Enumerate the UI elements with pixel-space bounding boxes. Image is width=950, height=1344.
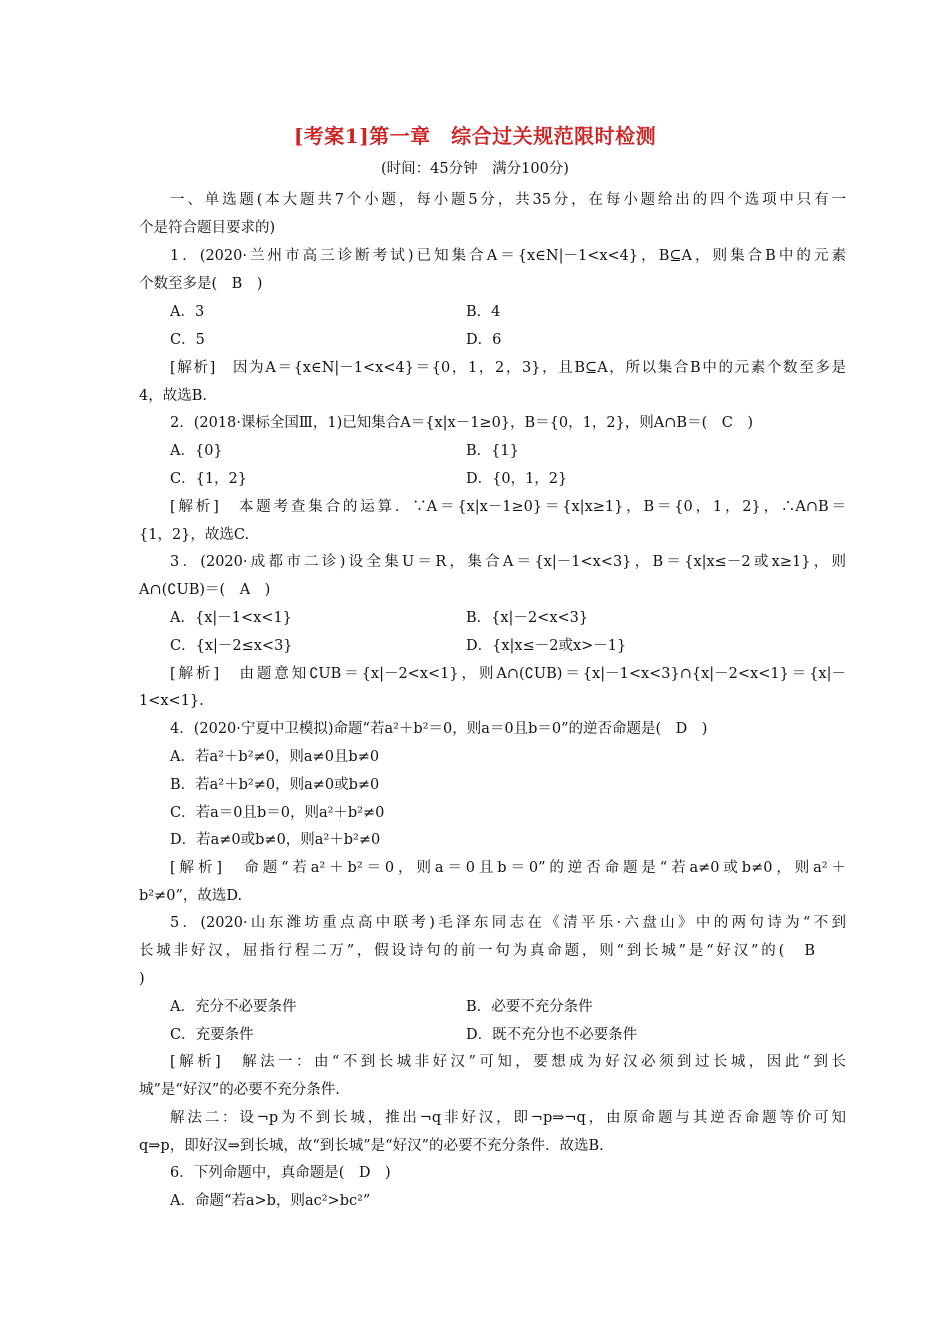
text-line: B．4 xyxy=(466,304,501,320)
text-line: 2．(2018·课标全国Ⅲ，1)已知集合A＝{x|x－1≥0}，B＝{0，1，2}，则A∩B＝( C ) xyxy=(170,415,753,431)
text-line: A．{0} xyxy=(170,443,223,459)
text-line: q⇒p，即好汉⇒到长城，故“到长城”是“好汉”的必要不充分条件．故选B. xyxy=(139,1138,604,1154)
text-line: 个数至多是( B ) xyxy=(139,276,263,292)
text-line: D．若a≠0或b≠0，则a²＋b²≠0 xyxy=(170,832,381,848)
text-line: [解析] 本题考查集合的运算．∵A＝{x|x－1≥0}＝{x|x≥1}，B＝{0，1，2}，∴A∩B＝ xyxy=(170,499,846,515)
text-line: C．若a＝0且b＝0，则a²＋b²≠0 xyxy=(170,805,385,821)
text-line: 1．(2020·兰州市高三诊断考试)已知集合A＝{x∈N|－1<x<4}，B⊆A，则集合B中的元素 xyxy=(170,248,846,264)
text-line: 6．下列命题中，真命题是( D ) xyxy=(170,1165,391,1181)
text-line: 1<x<1}. xyxy=(139,693,204,709)
text-line: [解析] 命题“若a²＋b²＝0，则a＝0且b＝0”的逆否命题是“若a≠0或b≠0，则a²＋ xyxy=(170,860,846,876)
text-line: A．{x|－1<x<1} xyxy=(170,610,292,626)
text-line: C．5 xyxy=(170,332,205,348)
page-title: [考案1]第一章 综合过关规范限时检测 xyxy=(293,124,657,148)
text-line: B．若a²＋b²≠0，则a≠0或b≠0 xyxy=(170,777,380,793)
text-line: D．{x|x≤－2或x>－1} xyxy=(466,638,627,654)
text-line: B．{x|－2<x<3} xyxy=(466,610,589,626)
text-line: [解析] 因为A＝{x∈N|－1<x<4}＝{0，1，2，3}，且B⊆A，所以集合B中的元素个数至多是 xyxy=(170,360,846,376)
text-line: 4．(2020·宁夏中卫模拟)命题“若a²＋b²＝0，则a＝0且b＝0”的逆否命题是( D ) xyxy=(170,721,708,737)
text-line: D．{0，1，2} xyxy=(466,471,568,487)
text-line: 5．(2020·山东潍坊重点高中联考)毛泽东同志在《清平乐·六盘山》中的两句诗为“不到 xyxy=(170,915,846,931)
text-line: C．充要条件 xyxy=(170,1027,254,1043)
text-line: C．{1，2} xyxy=(170,471,247,487)
text-line: [解析] 由题意知∁UB＝{x|－2<x<1}，则A∩(∁UB)＝{x|－1<x<3}∩{x|－2<x<1}＝{x|－ xyxy=(170,666,846,682)
text-line: 4，故选B. xyxy=(139,388,207,404)
text-line: ) xyxy=(139,971,145,987)
text-line: b²≠0”，故选D. xyxy=(139,888,243,904)
page-subtitle: (时间：45分钟 满分100分) xyxy=(381,161,569,177)
text-line: 长城非好汉，屈指行程二万”，假设诗句的前一句为真命题，则“到长城”是“好汉”的( B xyxy=(139,943,815,959)
text-line: B．{1} xyxy=(466,443,519,459)
text-line: A．3 xyxy=(170,304,205,320)
text-line: 一、单选题(本大题共7个小题，每小题5分，共35分，在每小题给出的四个选项中只有一 xyxy=(170,192,846,208)
text-line: A．充分不必要条件 xyxy=(170,999,297,1015)
text-line: 城”是“好汉”的必要不充分条件. xyxy=(139,1082,340,1098)
text-line: 3．(2020·成都市二诊)设全集U＝R，集合A＝{x|－1<x<3}，B＝{x|x≤－2或x≥1}，则 xyxy=(170,554,846,570)
text-line: A．命题“若a>b，则ac²>bc²” xyxy=(170,1193,371,1209)
text-line: B．必要不充分条件 xyxy=(466,999,593,1015)
text-line: D．6 xyxy=(466,332,502,348)
text-line: [解析] 解法一：由“不到长城非好汉”可知，要想成为好汉必须到过长城，因此“到长 xyxy=(170,1054,846,1070)
text-line: {1，2}，故选C. xyxy=(139,527,250,543)
text-line: A∩(∁UB)＝( A ) xyxy=(139,582,271,598)
text-line: D．既不充分也不必要条件 xyxy=(466,1027,638,1043)
text-line: C．{x|－2≤x<3} xyxy=(170,638,293,654)
text-line: 个是符合题目要求的) xyxy=(139,220,276,236)
text-line: 解法二：设¬p为不到长城，推出¬q非好汉，即¬p⇒¬q，由原命题与其逆否命题等价可知 xyxy=(170,1110,846,1126)
text-line: A．若a²＋b²≠0，则a≠0且b≠0 xyxy=(170,749,380,765)
